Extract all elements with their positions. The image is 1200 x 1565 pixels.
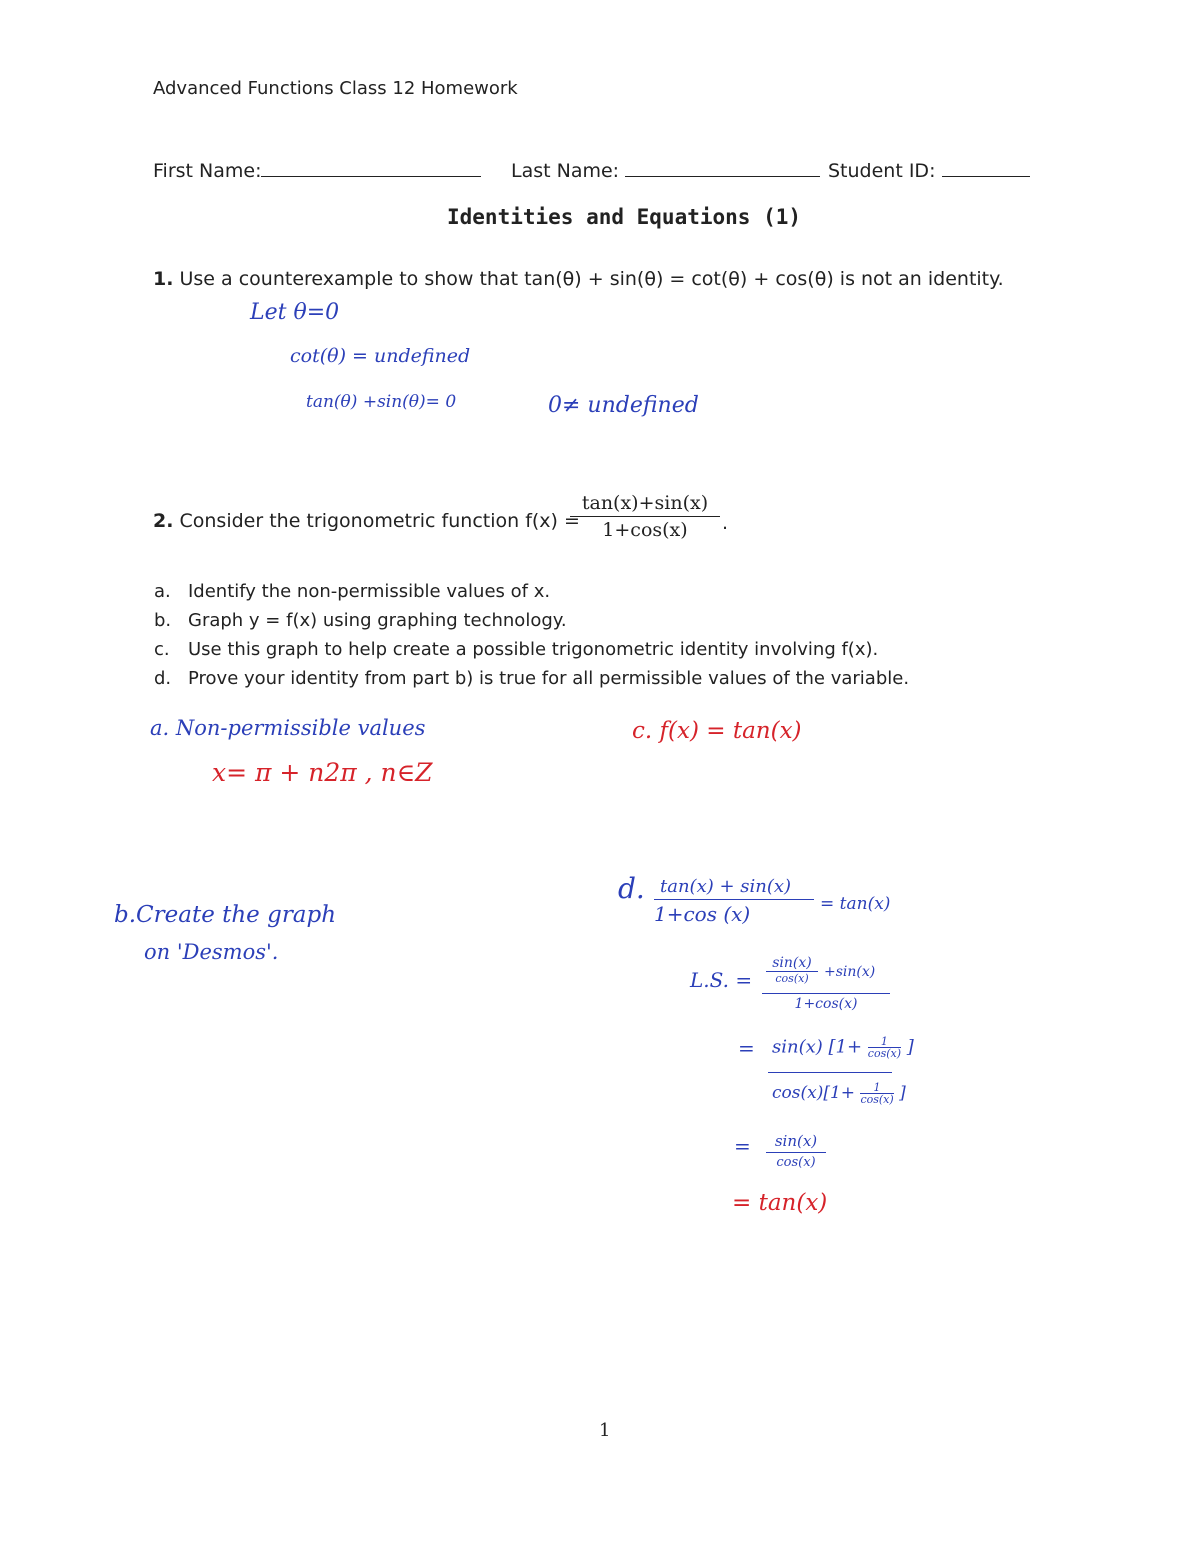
q2-answer-b-line2: on 'Desmos'. — [144, 940, 279, 964]
ls-num-top: sin(x) — [772, 955, 812, 971]
ls-fraction-bar — [762, 993, 890, 994]
ls-num-plus: +sin(x) — [824, 964, 876, 980]
step2-eq: = — [738, 1036, 755, 1060]
question-2 — [153, 510, 580, 532]
step2-numerator: sin(x) [1+ $\frac{1}{\cos(x)}$ ] — [772, 1035, 914, 1060]
step3-fraction-bar — [766, 1152, 826, 1153]
q2-fraction — [570, 492, 720, 541]
q2-period: . — [722, 512, 729, 534]
ls-num-bot: cos(x) — [775, 972, 809, 985]
q2-fraction-bar — [570, 516, 720, 517]
d-fraction-bar — [654, 899, 814, 900]
q1-answer-conclusion: 0≠ undefined — [548, 393, 699, 418]
q2-answer-a-heading: a. Non-permissible values — [150, 716, 426, 740]
step2-num-frac: $\frac{1}{\cos(x)}$ — [867, 1035, 902, 1060]
step3-eq: = — [734, 1134, 751, 1158]
ls-num-inner-frac — [766, 955, 818, 985]
q2-part-b: b. Graph y = f(x) using graphing technology. — [154, 610, 567, 631]
q2-part-a: a. Identify the non-permissible values of x. — [154, 581, 551, 602]
step3-fraction — [766, 1132, 826, 1170]
q1-answer-tan: tan(θ) +sin(θ)= 0 — [306, 392, 457, 412]
q2-part-d: d. Prove your identity from part b) is true for all permissible values of the variable. — [154, 668, 910, 689]
d-numerator: tan(x) + sin(x) — [660, 876, 792, 897]
question-2-text: Consider the trigonometric function f(x) = — [179, 510, 580, 532]
q2-answer-d-fraction — [654, 876, 814, 926]
q2-answer-c: c. f(x) = tan(x) — [632, 718, 802, 744]
q2-answer-b-line1: b.Create the graph — [114, 902, 337, 928]
d-denominator: 1+cos (x) — [654, 902, 751, 926]
step3-denominator: cos(x) — [776, 1155, 816, 1170]
ls-denominator: 1+cos(x) — [794, 996, 858, 1012]
student-id-blank[interactable] — [942, 158, 1030, 177]
first-name-label: First Name: — [153, 160, 262, 182]
step2-den-text: cos(x)[1+ — [772, 1083, 856, 1103]
question-1-number: 1. — [153, 268, 174, 290]
page-number: 1 — [599, 1420, 611, 1441]
final-result: = tan(x) — [732, 1190, 828, 1216]
student-id-label: Student ID: — [828, 160, 936, 182]
question-1 — [153, 268, 1004, 290]
ls-fraction — [762, 955, 890, 1012]
first-name-blank[interactable] — [261, 158, 481, 177]
question-2-number: 2. — [153, 510, 174, 532]
step2-denominator: cos(x)[1+ $\frac{1}{\cos(x)}$ ] — [772, 1081, 906, 1106]
ls-numerator — [762, 955, 890, 991]
last-name-blank[interactable] — [625, 158, 820, 177]
q2-answer-d-label: d. — [618, 872, 645, 905]
q1-answer-cot: cot(θ) = undefined — [290, 345, 471, 367]
q2-answer-a-value: x= π + n2π , n∈Z — [212, 758, 433, 787]
step3-numerator: sin(x) — [774, 1132, 818, 1150]
step2-fraction-bar — [768, 1072, 892, 1073]
ls-label: L.S. = — [690, 968, 753, 992]
last-name-label: Last Name: — [511, 160, 620, 182]
d-rhs: = tan(x) — [820, 894, 891, 914]
question-1-text: Use a counterexample to show that tan(θ) + sin(θ) = cot(θ) + cos(θ) is not an identity. — [179, 268, 1004, 290]
first-name-field — [153, 158, 481, 182]
worksheet-title: Identities and Equations (1) — [447, 205, 802, 229]
q1-answer-let: Let θ=0 — [250, 300, 340, 325]
course-header: Advanced Functions Class 12 Homework — [153, 78, 518, 99]
step2-num-text: sin(x) [1+ — [772, 1036, 863, 1058]
q2-denominator: 1+cos(x) — [602, 519, 688, 541]
student-id-field — [828, 158, 1030, 182]
q2-numerator: tan(x)+sin(x) — [581, 492, 709, 514]
last-name-field — [511, 158, 820, 182]
q2-part-c: c. Use this graph to help create a possible trigonometric identity involving f(x). — [154, 639, 879, 660]
step2-den-frac: $\frac{1}{\cos(x)}$ — [860, 1081, 894, 1106]
